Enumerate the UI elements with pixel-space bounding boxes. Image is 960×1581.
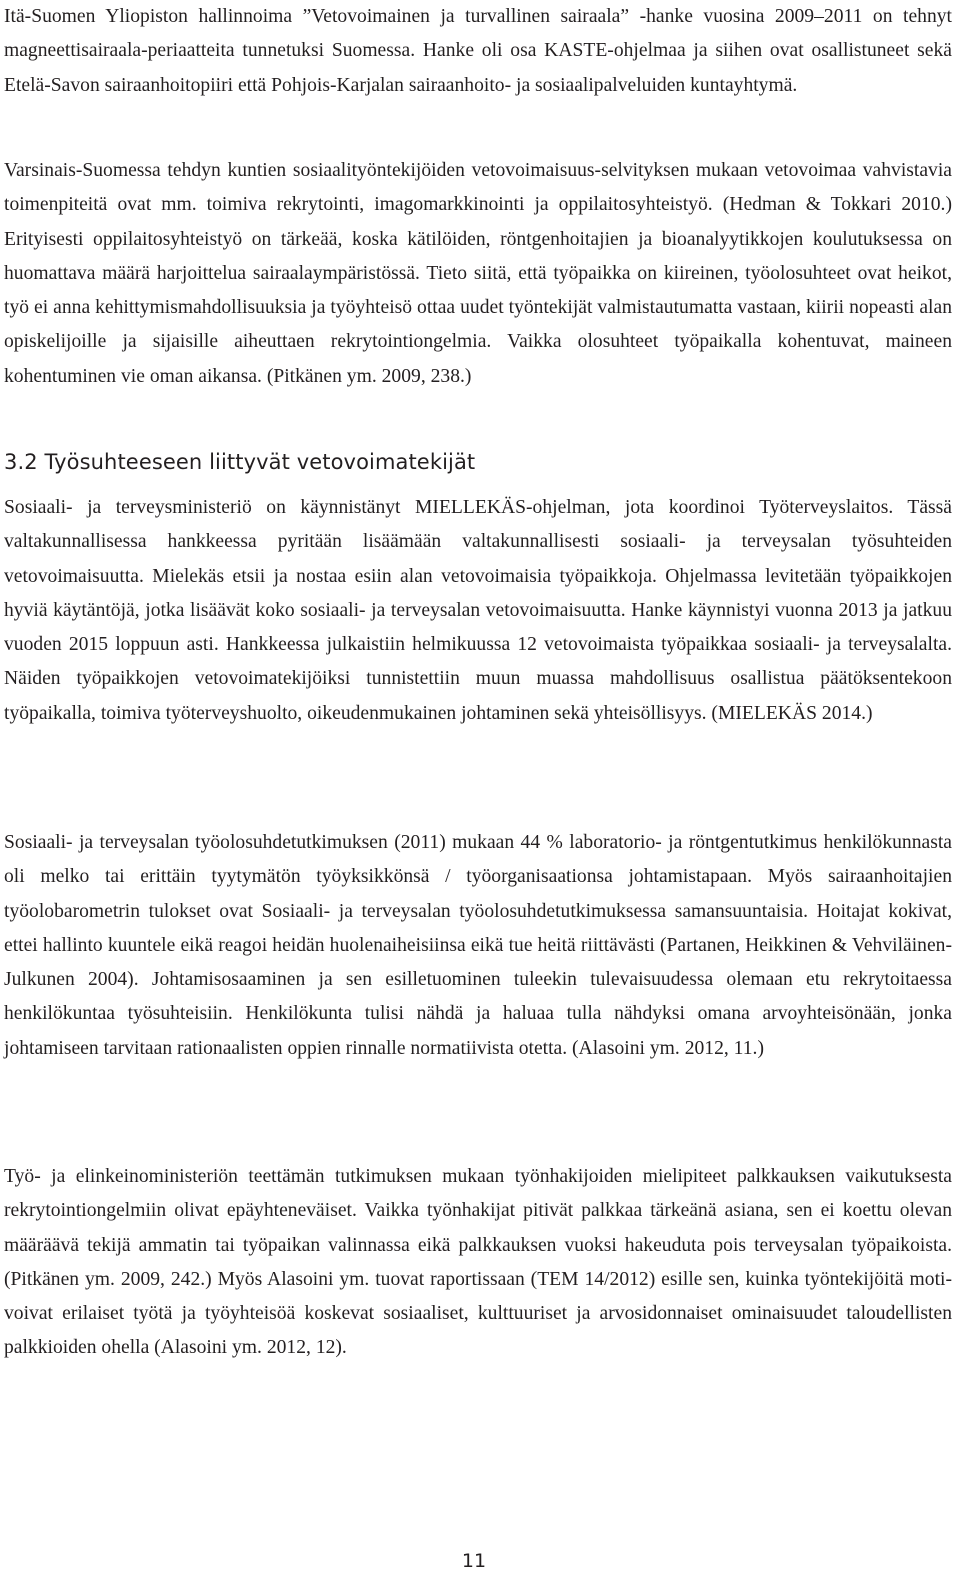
paragraph-varsinais-suomi: Varsinais-Suomessa tehdyn kuntien sosiaalityöntekijöiden vetovoimaisuus-selvityksen mukaan vetovoimaa vahvistavia toimenpiteitä ovat mm. toimiva rekrytointi, imagomarkkinointi ja oppilaitosyhteistyö. (Hedman & Tokkari 2010.) Erityisesti oppilaitosyhteistyö on tärkeää, koska kätilöiden, röntgenhoitajien ja bioanalyytikkojen koulutuksessa on huomattava määrä harjoittelua sairaalaympäristössä. Tieto siitä, että työpaikka on kiireinen, työolosuhteet ovat heikot, työ ei anna kehittymismahdollisuuksia ja työyhteisö ottaa uudet työntekijät valmistautumatta vastaan, kiirii nopeasti alan opiskelijoille ja sijaisille aiheuttaen rekrytointiongelmia. Vaikka olosuhteet työpaikalla kohentuvat, maineen kohentuminen vie oman aikansa. (Pitkänen ym. 2009, 238.) <box>4 160 952 387</box>
paragraph-mielekas: Sosiaali- ja terveysministeriö on käynnistänyt MIELLEKÄS-ohjelman, jota koordinoi Työterveyslaitos. Tässä valtakunnallisessa hankkeessa pyritään lisäämään valtakunnallisesti sosiaali- ja terveysalan työsuhteiden vetovoimaisuutta. Mielekäs etsii ja nostaa esiin alan vetovoimaisia työpaikkoja. Ohjelmassa levitetään työpaikkojen hyviä käytäntöjä, jotka lisäävät koko sosiaali- ja terveysalan vetovoimaisuutta. Hanke käynnistyi vuonna 2013 ja jatkuu vuoden 2015 loppuun asti. Hankkeessa julkaistiin helmikuussa 12 vetovoimaista työpaikkaa sosiaali- ja terveysalalta. Näiden työpaikkojen vetovoimatekijöiksi tunnistettiin muun muassa mahdollisuus osallistua päätöksentekoon työpaikalla, toimiva työterveyshuolto, oikeudenmukainen johtaminen sekä yhteisöllisyys. (MIELEKÄS 2014.) <box>4 497 952 724</box>
section-heading: 3.2 Työsuhteeseen liittyvät vetovoimatekijät <box>4 450 476 474</box>
paragraph-palkkaus: Työ- ja elinkeinoministeriön teettämän tutkimuksen mukaan työnhakijoiden mielipiteet palkkauksen vaikutuksesta rekrytointiongelmiin olivat epäyhteneväiset. Vaikka työnhakijat pitivät palkkaa tärkeänä asiana, sen ei koettu olevan määräävä tekijä ammatin tai työpaikan valinnassa eikä palkkauksen vuoksi hakeuduta pois terveysalan työpaikoista. (Pitkänen ym. 2009, 242.) Myös Alasoini ym. tuovat raportissaan (TEM 14/2012) esille sen, kuinka työntekijöitä motivoivat erilaiset työtä ja työyhteisöä koskevat sosiaaliset, kulttuuriset ja arvosidonnaiset ominaisuudet taloudellisten palkkioiden ohella (Alasoini ym. 2012, 12). <box>4 1166 952 1359</box>
page-number: 11 <box>461 1550 487 1572</box>
paragraph-tyoolosuhdetutkimus: Sosiaali- ja terveysalan työolosuhdetutkimuksen (2011) mukaan 44 % laboratorio- ja röntgentutkimus henkilökunnasta oli melko tai erittäin tyytymätön työyksikkönsä / työorganisaationsa johtamistapaan. Myös sairaanhoitajien työolobarometrin tulokset ovat Sosiaali- ja terveysalan työolosuhdetutkimuksessa samansuuntaisia. Hoitajat kokivat, ettei hallinto kuuntele eikä reagoi heidän huolenaiheisiinsa eikä tue heitä riittävästi (Partanen, Heikkinen & Vehviläinen-Julkunen 2004). Johtamisosaaminen ja sen esilletuominen tuleekin tulevaisuudessa olemaan etu rekrytoitaessa henkilökuntaa työsuhteisiin. Henkilökunta tulisi nähdä ja haluaa tulla nähdyksi omana arvoyhteisönään, jonka johtamiseen tarvitaan rationaalisten oppien rinnalle normatiivista otetta. (Alasoini ym. 2012, 11.) <box>4 832 952 1059</box>
paragraph-hanke-intro: Itä-Suomen Yliopiston hallinnoima ”Vetovoimainen ja turvallinen sairaala” -hanke vuosina 2009–2011 on tehnyt magneettisairaala-periaatteita tunnetuksi Suomessa. Hanke oli osa KASTE-ohjelmaa ja siihen ovat osallistuneet sekä Etelä-Savon sairaanhoitopiiri että Pohjois-Karjalan sairaanhoito- ja sosiaalipalveluiden kuntayhtymä. <box>4 6 952 96</box>
